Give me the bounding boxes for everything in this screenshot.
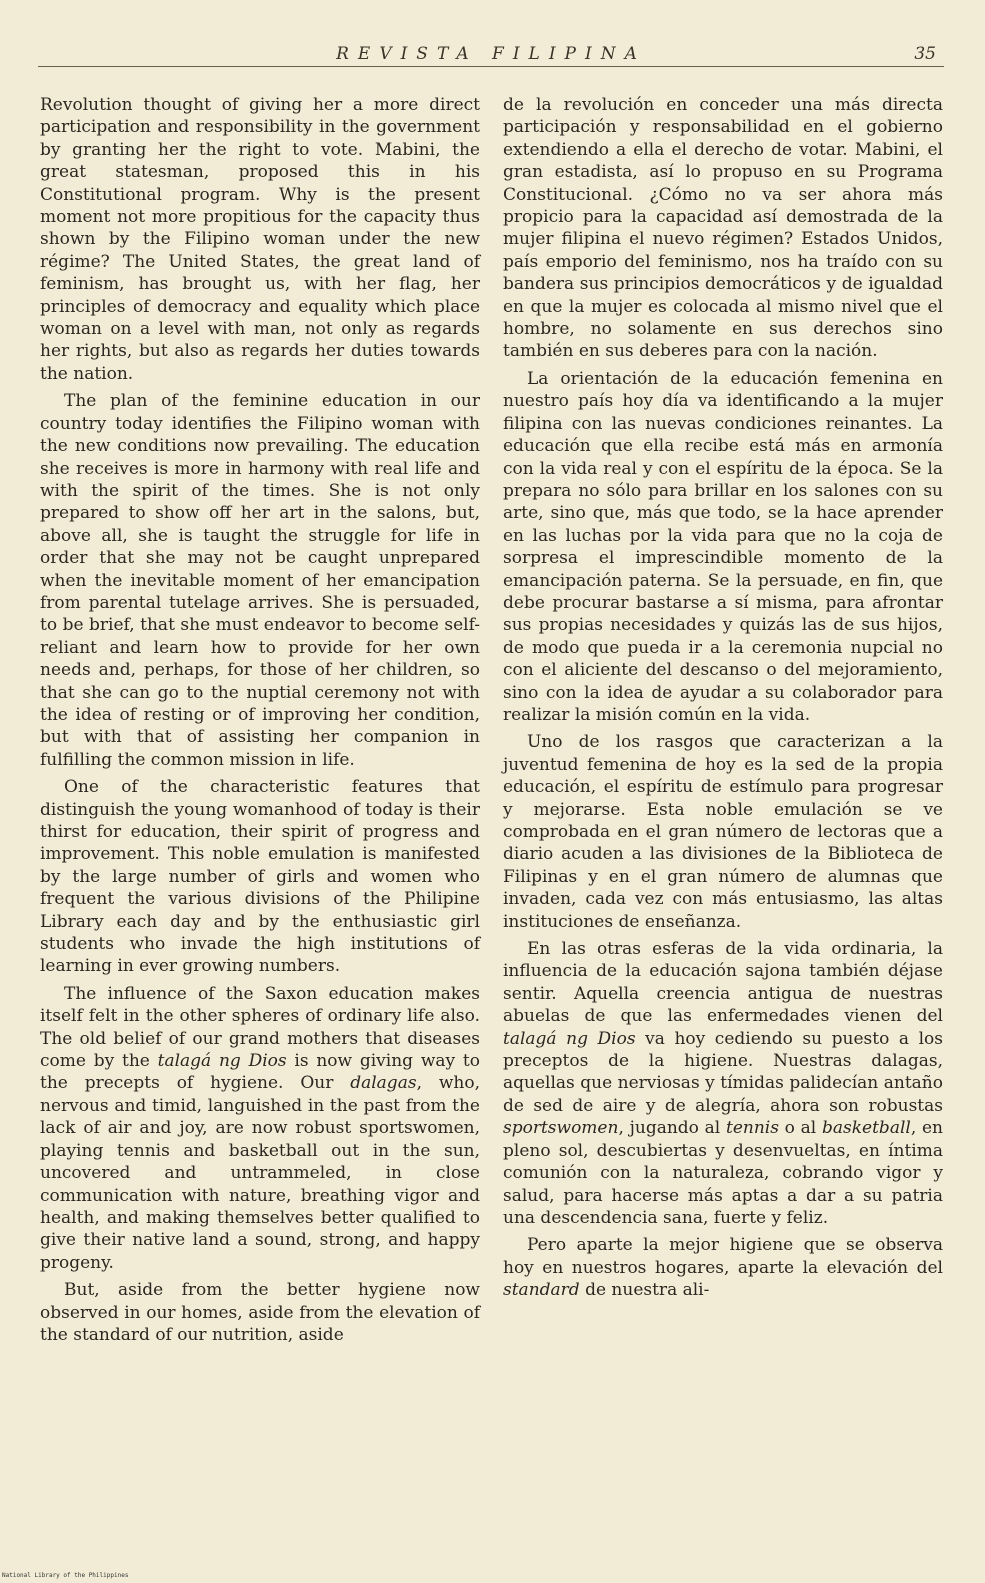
es-p4-text-d: o al [778, 1118, 822, 1139]
es-p4-basketball: basketball [822, 1118, 911, 1139]
es-paragraph-4 [503, 938, 943, 1229]
es-p4-talaga: talagá ng Dios [503, 1028, 636, 1049]
es-p4-tennis: tennis [725, 1118, 779, 1139]
en-p4-text-c: , who, nervous and timid, languished in the past from the lack of air and joy, are now robust sportswomen, playing tennis and basketball out in the sun, uncovered and untrammeled, in close communication with nature, breathing vigor and health, and making themselves better qualified to give their native land a sound, strong, and happy progeny. [40, 1073, 480, 1273]
es-p5-text-b: de nuestra ali- [579, 1280, 710, 1301]
en-paragraph-1: Revolution thought of giving her a more direct participation and responsibility in the government by granting her the right to vote. Mabini, the great statesman, proposed this in his Constitutional program. Why is the present moment not more propitious for the capacity thus shown by the Filipino woman under the new régime? The United States, the great land of feminism, has brought us, with her flag, her principles of democracy and equality which place woman on a level with man, not only as regards her rights, but also as regards her duties towards the nation. [40, 95, 480, 384]
es-paragraph-1: de la revolución en conceder una más directa participación y responsabilidad en el gobierno extendiendo a ella el derecho de votar. Mabini, el gran estadista, así lo propuso en su Programa Constitucional. ¿Cómo no va ser ahora más propicio para la capacidad así demostrada de la mujer filipina el nuevo régimen? Estados Unidos, país emporio del feminismo, nos ha traído con su bandera sus principios democráticos y de igualdad en que la mujer es colocada al mismo nivel que el hombre, no solamente en sus derechos sino también en sus deberes para con la nación. [503, 95, 943, 362]
en-paragraph-3: One of the characteristic features that distinguish the young womanhood of today is their thirst for education, their spirit of progress and improvement. This noble emulation is manifested by the large number of girls and women who frequent the various divisions of the Philipine Library each day and by the enthusiastic girl students who invade the high institutions of learning in ever growing numbers. [40, 777, 480, 977]
es-paragraph-3: Uno de los rasgos que caracterizan a la juventud femenina de hoy es la sed de la propia educación, el espíritu de estímulo para progresar y mejorarse. Esta noble emulación se ve comprobada en el gran número de lectoras que a diario acuden a las divisiones de la Biblioteca de Filipinas y en el gran número de alumnas que invaden, cada vez con más entusiasmo, las altas instituciones de enseñanza. [503, 732, 943, 932]
library-credit: National Library of the Philippines [2, 1572, 129, 1579]
en-paragraph-5: But, aside from the better hygiene now observed in our homes, aside from the elevation of the standard of our nutrition, aside [40, 1280, 480, 1345]
es-paragraph-2: La orientación de la educación femenina en nuestro país hoy día va identificando a la mujer filipina con las nuevas condiciones reinantes. La educación que ella recibe está más en armonía con la vida real y con el espíritu de la época. Se la prepara no sólo para brillar en los salones con su arte, sino que, más que todo, se la hace aprender en las luchas por la vida para que no la coja de sorpresa el imprescindible momento de la emancipación paterna. Se la persuade, en fin, que debe procurar bastarse a sí misma, para afrontar sus propias necesidades y quizás las de sus hijos, de modo que pueda ir a la ceremonia nupcial no con el aliciente del descanso o del mejoramiento, sino con la idea de ayudar a su colaborador para realizar la misión común en la vida. [503, 368, 943, 725]
es-p4-sportswomen: sportswomen [503, 1118, 619, 1139]
en-p4-talaga: talagá ng Dios [157, 1051, 287, 1072]
en-p4-text-a: The influence of the Saxon education makes itself felt in the other spheres of ordinary life also. The old belief of our grand mothers that diseases come by the [40, 983, 480, 1072]
en-p4-text-b: is now giving way to the precepts of hygiene. Our [40, 1051, 480, 1094]
es-p5-text-a: Pero aparte la mejor higiene que se observa hoy en nuestros hogares, aparte la elevación del [503, 1235, 943, 1278]
es-p4-text-a: En las otras esferas de la vida ordinaria, la influencia de la educación sajona también déjase sentir. Aquella creencia antigua de nuestras abuelas de que las enfermedades vienen del [503, 939, 943, 1027]
english-column [40, 94, 480, 1351]
es-p4-text-e: , en pleno sol, descubiertas y desenvueltas, en íntima comunión con la naturaleza, cobrando vigor y salud, para hacerse más aptas a dar a su patria una descendencia sana, fuerte y feliz. [503, 1118, 943, 1228]
es-p5-standard: standard [503, 1280, 580, 1301]
es-paragraph-5 [503, 1234, 943, 1301]
spanish-column [503, 94, 943, 1307]
en-p4-dalagas: dalagas [350, 1073, 417, 1094]
en-paragraph-2: The plan of the feminine education in our country today identifies the Filipino woman with the new conditions now prevailing. The education she receives is more in harmony with real life and with the spirit of the times. She is not only prepared to show off her art in the salons, but, above all, she is taught the struggle for life in order that she may not be caught unprepared when the inevitable moment of her emancipation from parental tutelage arrives. She is persuaded, to be brief, that she must endeavor to become self-reliant and learn how to provide for her own needs and, perhaps, for those of her children, so that she can go to the nuptial ceremony not with the idea of resting or of improving her condition, but with that of assisting her companion in fulfilling the common mission in life. [40, 391, 480, 770]
running-header [38, 44, 944, 67]
es-p4-text-b: va hoy cediendo su puesto a los preceptos de la higiene. Nuestras dalagas, aquellas que nerviosas y tímidas palidecían antaño de sed de aire y de alegría, ahora son robustas [503, 1028, 943, 1116]
page-number: 35 [914, 44, 936, 64]
journal-title: REVISTA FILIPINA [336, 44, 646, 64]
es-p4-text-c: , jugando al [618, 1118, 726, 1139]
en-paragraph-4 [40, 983, 480, 1274]
